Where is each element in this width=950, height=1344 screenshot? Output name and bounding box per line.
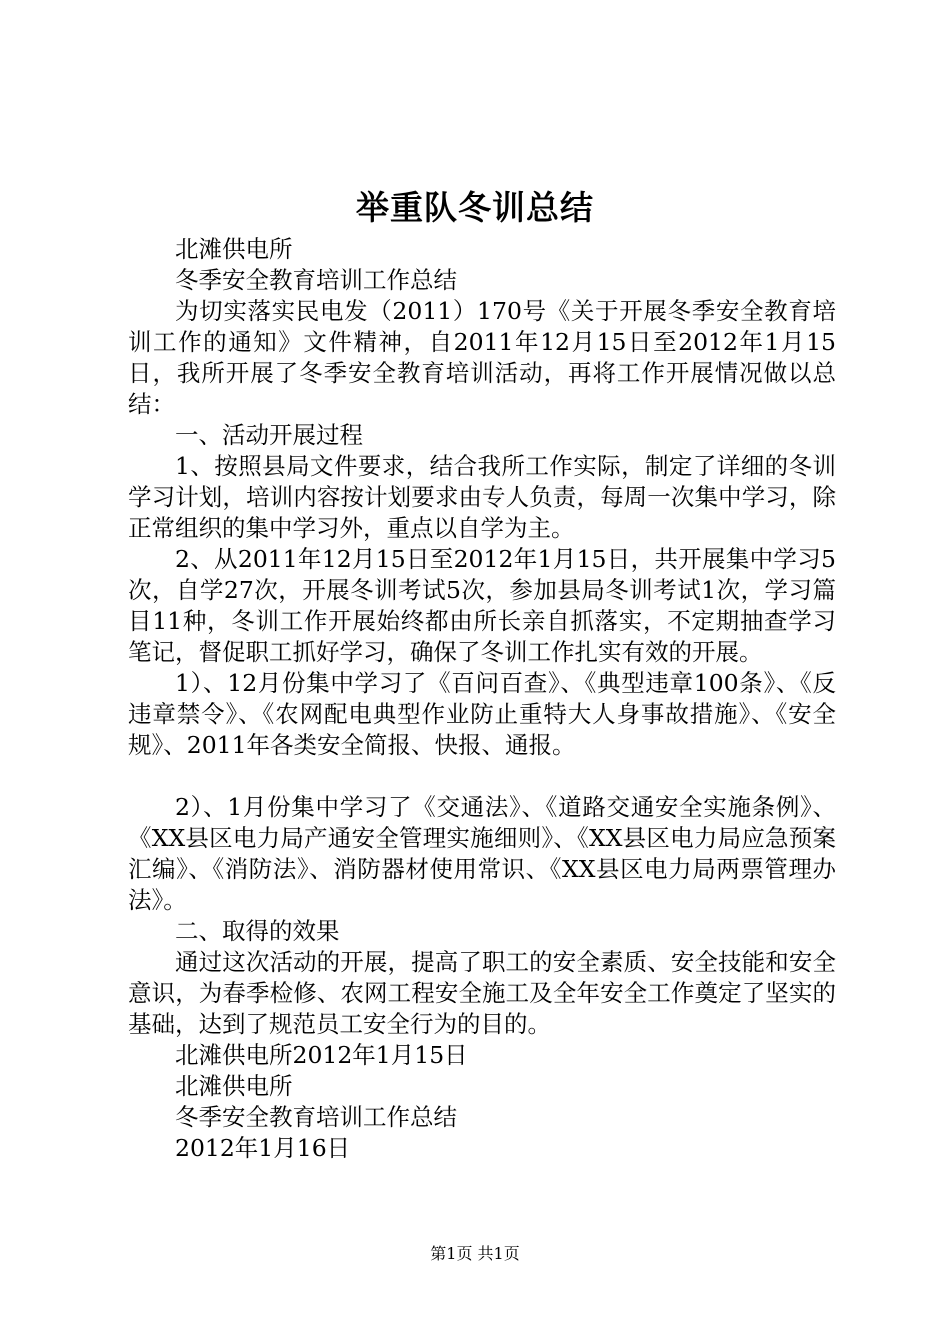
org-name-repeat: 北滩供电所 [175, 1072, 293, 1100]
paragraph-item-2: 2、从2011年12月15日至2012年1月15日，共开展集中学习5次，自学27次，开展冬训考试5次，参加县局冬训考试1次，学习篇目11种，冬训工作开展始终都由所长亲自抓落实，不定期抽查学习笔记，督促职工抓好学习，确保了冬训工作扎实有效的开展。 [128, 545, 836, 666]
page-title: 举重队冬训总结 [356, 188, 594, 227]
paragraph-item-1: 1、按照县局文件要求，结合我所工作实际，制定了详细的冬训学习计划，培训内容按计划要求由专人负责，每周一次集中学习，除正常组织的集中学习外，重点以自学为主。 [128, 452, 836, 542]
org-name: 北滩供电所 [175, 235, 293, 263]
document-body [128, 234, 836, 1164]
paragraph-subitem-1: 1）、12月份集中学习了《百问百查》、《典型违章100条》、《反违章禁令》、《农网配电典型作业防止重特大人身事故措施》、《安全规》、2011年各类安全简报、快报、通报。 [128, 669, 836, 759]
date-line: 2012年1月16日 [175, 1134, 351, 1162]
signature-line: 北滩供电所2012年1月15日 [175, 1041, 468, 1069]
section-heading-process: 一、活动开展过程 [175, 421, 363, 449]
doc-subtitle: 冬季安全教育培训工作总结 [175, 266, 457, 294]
page-footer: 第1页 共1页 [430, 1244, 520, 1263]
paragraph-subitem-2: 2）、1月份集中学习了《交通法》、《道路交通安全实施条例》、《XX县区电力局产通安全管理实施细则》、《XX县区电力局应急预案汇编》、《消防法》、消防器材使用常识、《XX县区电力局两票管理办法》。 [128, 793, 836, 914]
intro-paragraph: 为切实落实民电发（2011）170号《关于开展冬季安全教育培训工作的通知》文件精神，自2011年12月15日至2012年1月15日，我所开展了冬季安全教育培训活动，再将工作开展情况做以总结： [128, 297, 836, 418]
doc-subtitle-repeat: 冬季安全教育培训工作总结 [175, 1103, 457, 1131]
section-heading-results: 二、取得的效果 [175, 917, 340, 945]
results-paragraph: 通过这次活动的开展，提高了职工的安全素质、安全技能和安全意识，为春季检修、农网工程安全施工及全年安全工作奠定了坚实的基础，达到了规范员工安全行为的目的。 [128, 948, 836, 1038]
